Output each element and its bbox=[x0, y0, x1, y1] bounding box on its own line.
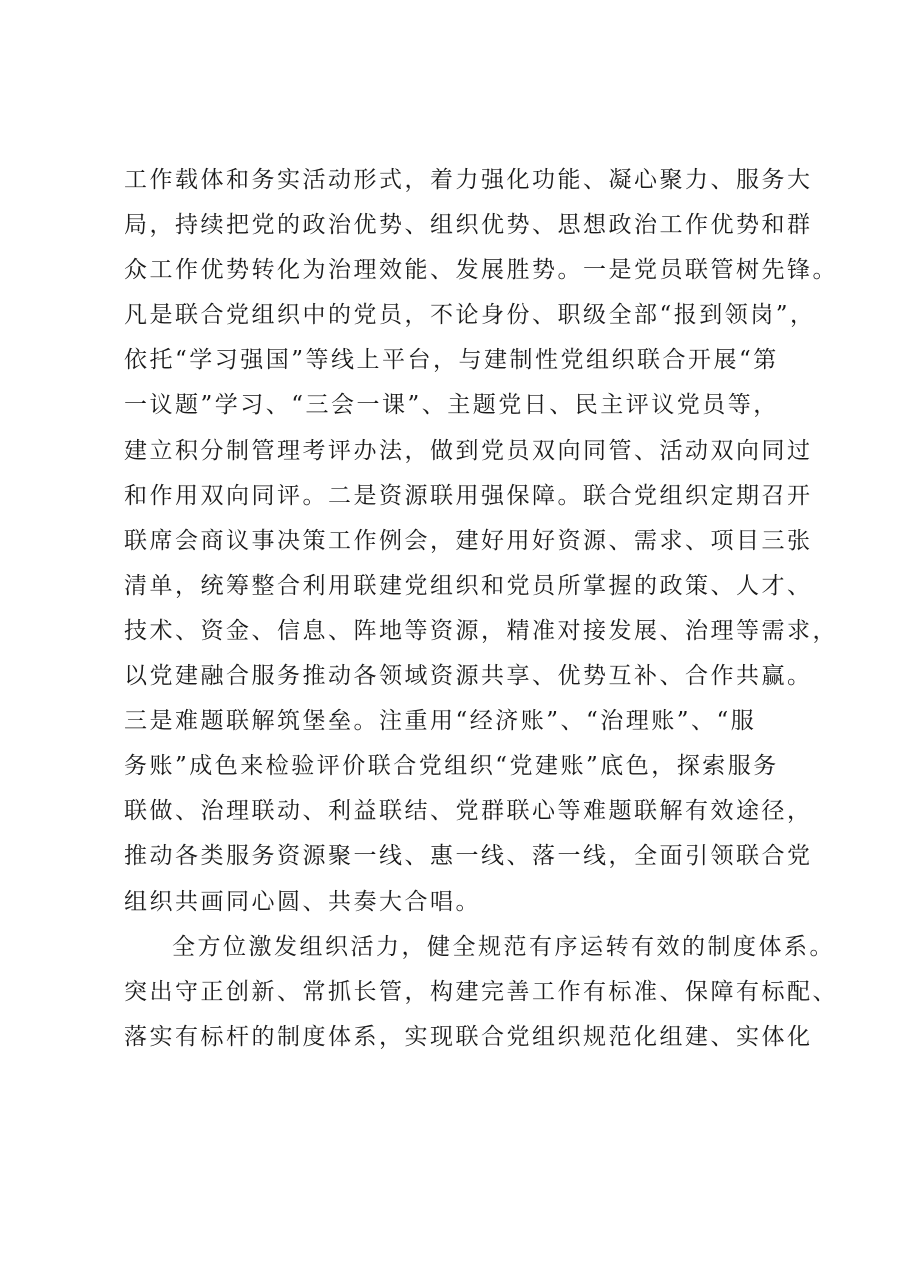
text-line: 突出守正创新、常抓长管，构建完善工作有标准、保障有标配、 bbox=[124, 978, 838, 1005]
text-line: 工作载体和务实活动形式，着力强化功能、凝心聚力、服务大 bbox=[124, 167, 813, 193]
text-line: 落实有标杆的制度体系，实现联合党组织规范化组建、实体化 bbox=[124, 1023, 813, 1050]
paragraph-1 bbox=[124, 158, 838, 925]
text-line: 全方位激发组织活力，健全规范有序运转有效的制度体系。 bbox=[172, 933, 835, 960]
text-line: 依托“学习强国”等线上平台，与建制性党组织联合开展“第 bbox=[124, 347, 779, 374]
text-line: 以党建融合服务推动各领域资源共享、优势互补、合作共赢。 bbox=[124, 663, 813, 690]
text-line: 三是难题联解筑堡垒。注重用“经济账”、“治理账”、“服 bbox=[124, 708, 757, 735]
text-line: 局，持续把党的政治优势、组织优势、思想政治工作优势和群 bbox=[124, 212, 813, 239]
text-line: 凡是联合党组织中的党员，不论身份、职级全部“报到领岗”， bbox=[124, 302, 816, 329]
text-line: 建立积分制管理考评办法，做到党员双向同管、活动双向同过 bbox=[124, 437, 813, 464]
document-body bbox=[124, 158, 838, 1060]
text-line: 推动各类服务资源聚一线、惠一线、落一线，全面引领联合党 bbox=[124, 843, 813, 870]
text-line: 联做、治理联动、利益联结、党群联心等难题联解有效途径， bbox=[124, 798, 813, 825]
text-line: 组织共画同心圆、共奏大合唱。 bbox=[124, 888, 481, 915]
text-line: 众工作优势转化为治理效能、发展胜势。一是党员联管树先锋。 bbox=[124, 257, 838, 284]
text-line: 务账”成色来检验评价联合党组织“党建账”底色，探索服务 bbox=[124, 753, 779, 780]
paragraph-2 bbox=[124, 925, 838, 1060]
text-line: 技术、资金、信息、阵地等资源，精准对接发展、治理等需求， bbox=[124, 617, 838, 644]
text-line: 清单，统筹整合利用联建党组织和党员所掌握的政策、人才、 bbox=[124, 572, 813, 599]
text-line: 联席会商议事决策工作例会，建好用好资源、需求、项目三张 bbox=[124, 527, 813, 554]
text-line: 和作用双向同评。二是资源联用强保障。联合党组织定期召开 bbox=[124, 482, 813, 509]
text-line: 一议题”学习、“三会一课”、主题党日、民主评议党员等， bbox=[124, 392, 779, 419]
